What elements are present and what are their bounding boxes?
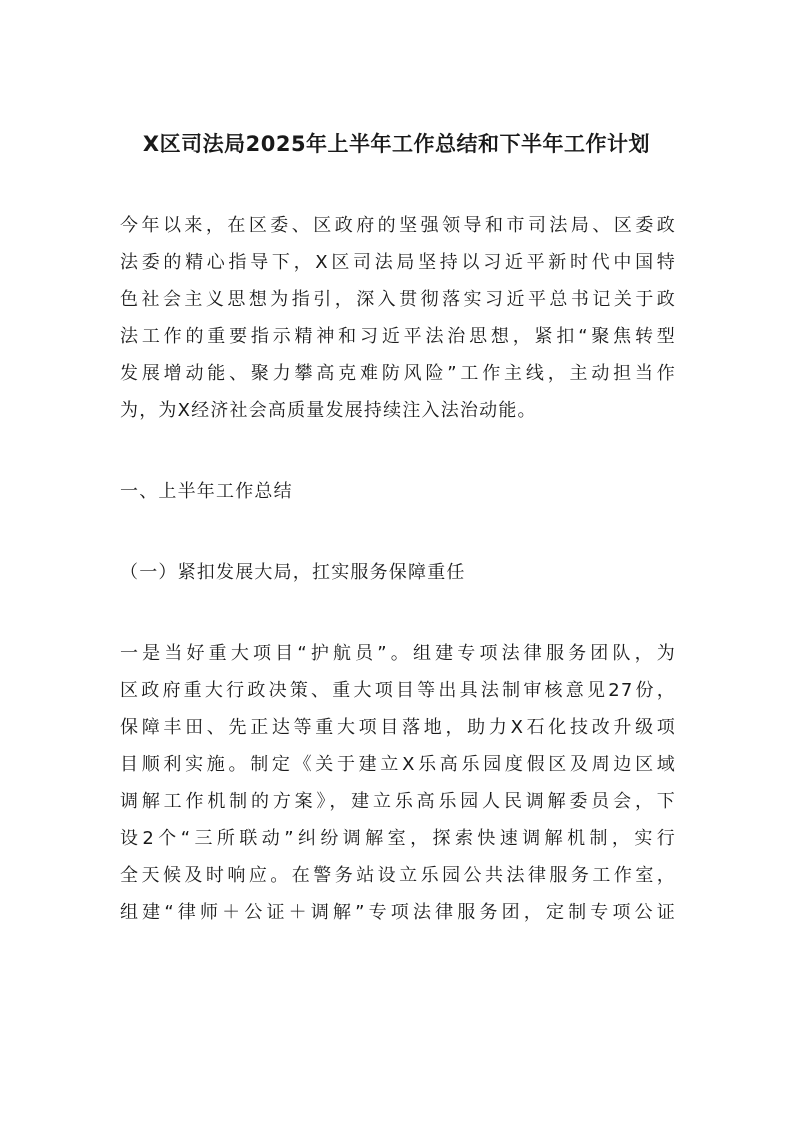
body-paragraph — [120, 635, 676, 931]
intro-paragraph — [120, 207, 676, 429]
intro-line: 色社会主义思想为指引，深入贯彻落实习近平总书记关于政 — [120, 289, 676, 310]
body-line: 调解工作机制的方案》，建立乐高乐园人民调解委员会，下 — [120, 791, 676, 812]
section-heading: 一、上半年工作总结 — [120, 481, 293, 502]
body-line: 组建“律师＋公证＋调解”专项法律服务团，定制专项公证 — [120, 902, 676, 923]
subsection-heading: （一）紧扣发展大局，扛实服务保障重任 — [120, 562, 466, 583]
body-line: 目顺利实施。制定《关于建立X乐高乐园度假区及周边区域 — [120, 754, 676, 775]
intro-line: 为，为X经济社会高质量发展持续注入法治动能。 — [120, 400, 537, 421]
intro-line: 法工作的重要指示精神和习近平法治思想，紧扣“聚焦转型 — [120, 326, 676, 347]
body-line: 保障丰田、先正达等重大项目落地，助力X石化技改升级项 — [120, 717, 676, 738]
body-line: 一是当好重大项目“护航员”。组建专项法律服务团队，为 — [120, 643, 676, 664]
body-line: 全天候及时响应。在警务站设立乐园公共法律服务工作室， — [120, 865, 676, 886]
intro-line: 法委的精心指导下，X区司法局坚持以习近平新时代中国特 — [120, 252, 676, 273]
intro-line: 发展增动能、聚力攀高克难防风险”工作主线，主动担当作 — [120, 363, 676, 384]
body-line: 设2个“三所联动”纠纷调解室，探索快速调解机制，实行 — [120, 828, 676, 849]
document-title: X区司法局2025年上半年工作总结和下半年工作计划 — [142, 132, 651, 156]
intro-line: 今年以来，在区委、区政府的坚强领导和市司法局、区委政 — [120, 215, 676, 236]
body-line: 区政府重大行政决策、重大项目等出具法制审核意见27份， — [120, 680, 676, 701]
document-body — [120, 207, 676, 931]
